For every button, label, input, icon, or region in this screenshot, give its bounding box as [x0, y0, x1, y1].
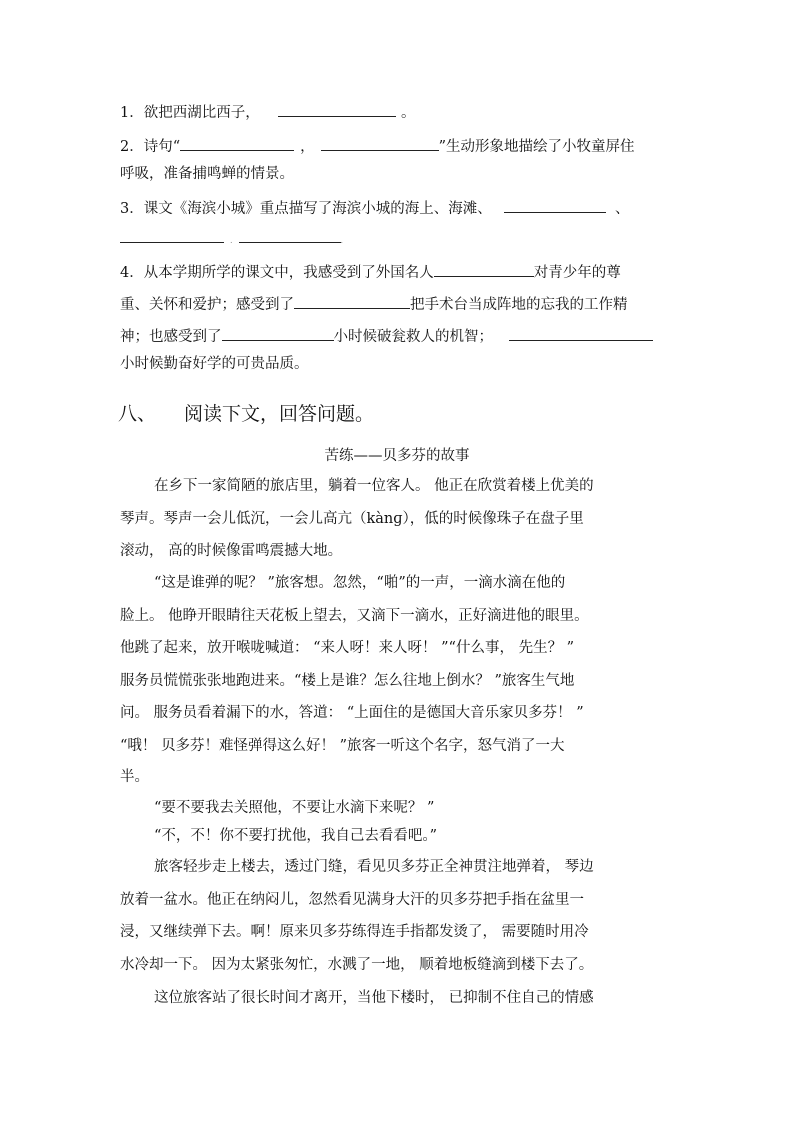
answer-blank[interactable]	[294, 294, 410, 309]
story-line: 水冷却一下。 因为太紧张匆忙，水溅了一地， 顺着地板缝滴到楼下去了。	[120, 957, 594, 973]
answer-blank[interactable]	[434, 262, 534, 277]
answer-blank[interactable]	[321, 136, 439, 151]
question-1-text: 1．欲把西湖比西子，	[120, 105, 260, 121]
answer-blank[interactable]	[239, 228, 341, 243]
story-line: 半。	[120, 769, 149, 785]
story-line: 旅客轻步走上楼去，透过门缝，看见贝多芬正全神贯注地弹着， 琴边	[154, 859, 594, 875]
question-3	[120, 198, 629, 219]
question-4-line3	[120, 326, 653, 347]
question-4-text: 对青少年的尊	[533, 265, 621, 281]
question-4-text: 小时候破瓮救人的机智；	[333, 329, 493, 345]
story-line: 他跳了起来，放开喉咙喊道： “来人呀！来人呀！ ”“什么事， 先生？ ”	[120, 640, 575, 656]
question-2-mid: ，	[300, 139, 315, 155]
question-4-line2	[120, 294, 628, 315]
question-4-line1	[120, 262, 621, 283]
story-line: 在乡下一家简陋的旅店里，躺着一位客人。 他正在欣赏着楼上优美的	[154, 478, 594, 494]
section-title: 阅读下文，回答问题。	[184, 403, 375, 425]
answer-blank[interactable]	[504, 198, 606, 213]
answer-blank[interactable]	[180, 136, 294, 151]
question-1-end: 。	[400, 105, 416, 121]
question-4-text: 把手术台当成阵地的忘我的工作精	[410, 297, 628, 313]
answer-blank[interactable]	[120, 228, 224, 243]
story-line: 琴声。琴声一会儿低沉，一会儿高亢（kànɡ），低的时候像珠子在盘子里	[120, 511, 584, 527]
question-3-text: 3．课文《海滨小城》重点描写了海滨小城的海上、海滩、	[120, 201, 492, 217]
story-line: 放着一盆水。他正在纳闷儿，忽然看见满身大汗的贝多芬把手指在盆里一	[120, 892, 584, 908]
story-line: “这是谁弹的呢？ ”旅客想。忽然，“啪”的一声，一滴水滴在他的	[154, 575, 566, 591]
section-number: 八、	[118, 403, 157, 425]
story-line: 服务员慌慌张张地跑进来。“楼上是谁？怎么往地上倒水？ ”旅客生气地	[120, 673, 575, 689]
story-line: 问。 服务员看着漏下的水，答道： “上面住的是德国大音乐家贝多芬！ ”	[120, 705, 584, 721]
question-3-line2	[120, 228, 343, 251]
question-2	[120, 136, 635, 157]
story-line: 浸，又继续弹下去。啊！原来贝多芬练得连手指都发烫了， 需要随时用冷	[120, 924, 589, 940]
story-line: 滚动， 高的时候像雷鸣震撼大地。	[120, 543, 343, 559]
question-4-text: 4．从本学期所学的课文中，我感受到了外国名人	[120, 265, 434, 281]
separator-dot: .	[230, 236, 233, 245]
story-line: “哦！ 贝多芬！难怪弹得这么好！ ”旅客一听这个名字，怒气消了一大	[120, 738, 565, 754]
separator-dot: .	[340, 236, 344, 245]
question-2-end: ”生动形象地描绘了小牧童屏住	[438, 139, 635, 155]
section-heading	[118, 402, 374, 426]
question-4-text: 重、关怀和爱护；感受到了	[120, 297, 294, 313]
story-title: 苦练——贝多芬的故事	[324, 448, 470, 464]
story-line: “不，不！你不要打扰他，我自己去看看吧。”	[154, 828, 438, 844]
story-line: 这位旅客站了很长时间才离开，当他下楼时， 已抑制不住自己的情感	[154, 990, 594, 1006]
answer-blank[interactable]	[278, 102, 396, 117]
question-2-start: 2．诗句“	[120, 139, 181, 155]
question-3-end: 、	[614, 201, 630, 217]
answer-blank[interactable]	[222, 326, 334, 341]
story-line: “要不要我去关照他，不要让水滴下来呢？ ”	[154, 800, 435, 816]
question-4-text: 神；也感受到了	[120, 329, 222, 345]
question-2-line2: 呼吸，准备捕鸣蝉的情景。	[120, 166, 294, 182]
question-4-line4: 小时候勤奋好学的可贵品质。	[120, 356, 309, 372]
question-1	[120, 102, 415, 123]
answer-blank[interactable]	[509, 326, 653, 341]
story-line: 脸上。 他睁开眼睛往天花板上望去，又滴下一滴水，正好滴进他的眼里。	[120, 608, 589, 624]
